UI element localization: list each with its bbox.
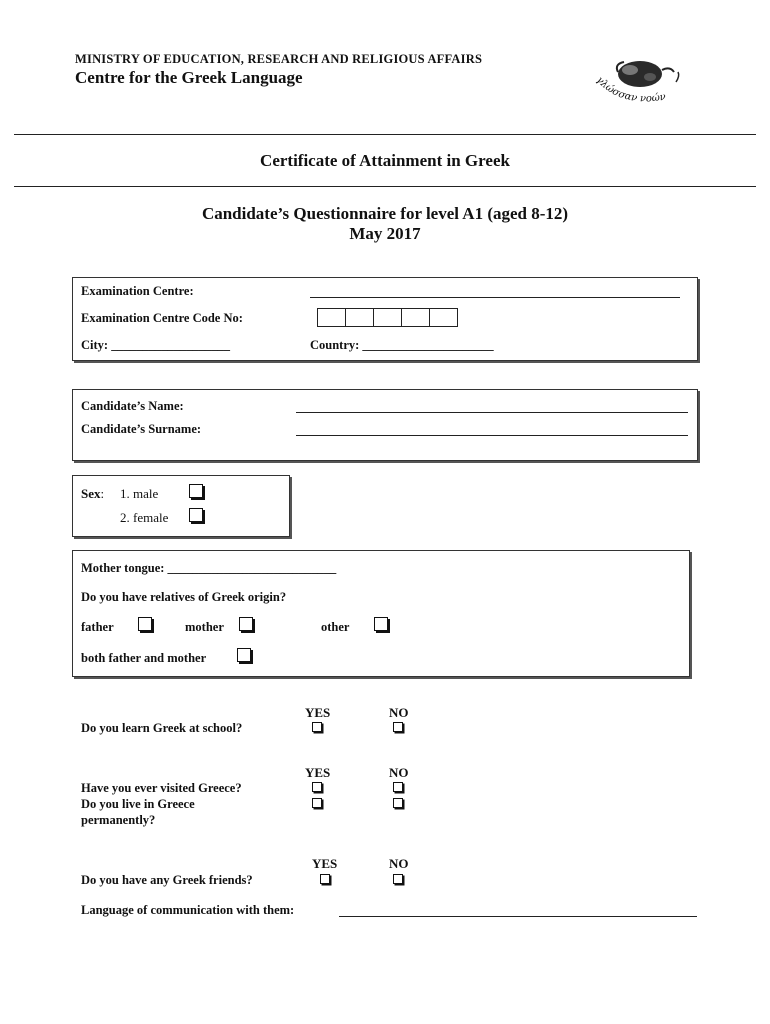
title-rule xyxy=(14,186,756,187)
sex-male-label: 1. male xyxy=(120,486,159,501)
code-cell-4[interactable] xyxy=(401,308,430,327)
sex-female-label: 2. female xyxy=(120,510,169,525)
live-yes-checkbox[interactable] xyxy=(312,798,322,808)
visited-question: Have you ever visited Greece? xyxy=(81,781,242,795)
top-rule xyxy=(14,134,756,135)
relative-both-checkbox[interactable] xyxy=(237,648,251,662)
city-field[interactable]: City: ___________________ xyxy=(81,338,230,352)
language-field[interactable] xyxy=(339,916,697,917)
code-cell-5[interactable] xyxy=(429,308,458,327)
exam-centre-label: Examination Centre: xyxy=(81,284,194,298)
relative-other-checkbox[interactable] xyxy=(374,617,388,631)
sex-female-checkbox[interactable] xyxy=(189,508,203,522)
sex-box xyxy=(72,475,290,537)
code-cell-3[interactable] xyxy=(373,308,402,327)
questionnaire-line2: May 2017 xyxy=(349,224,421,243)
candidate-name-label: Candidate’s Name: xyxy=(81,399,184,413)
candidate-surname-field[interactable] xyxy=(296,435,688,436)
questionnaire-line1: Candidate’s Questionnaire for level A1 (aged 8-12) xyxy=(201,204,569,223)
live-no-checkbox[interactable] xyxy=(393,798,403,808)
questionnaire-title xyxy=(0,204,770,244)
friends-no-header: NO xyxy=(389,856,409,871)
friends-no-checkbox[interactable] xyxy=(393,874,403,884)
school-yes-header: YES xyxy=(305,705,331,720)
school-no-header: NO xyxy=(389,705,409,720)
candidate-surname-label: Candidate’s Surname: xyxy=(81,422,202,436)
visited-no-checkbox[interactable] xyxy=(393,782,403,792)
school-no-checkbox[interactable] xyxy=(393,722,403,732)
certificate-title: Certificate of Attainment in Greek xyxy=(260,151,510,170)
friends-question: Do you have any Greek friends? xyxy=(81,873,253,887)
language-question: Language of communication with them: xyxy=(81,903,295,917)
exam-centre-code-label: Examination Centre Code No: xyxy=(81,311,243,325)
visited-no-header: NO xyxy=(389,765,409,780)
visited-yes-header: YES xyxy=(305,765,331,780)
code-cell-1[interactable] xyxy=(317,308,346,327)
relative-father-checkbox[interactable] xyxy=(138,617,152,631)
relative-father-label: father xyxy=(81,620,114,634)
relative-other-label: other xyxy=(321,620,350,634)
logo-motto: γλώσσαν νοών xyxy=(593,74,667,105)
country-field[interactable]: Country: _____________________ xyxy=(310,338,494,352)
friends-yes-checkbox[interactable] xyxy=(320,874,330,884)
school-question: Do you learn Greek at school? xyxy=(81,721,243,735)
friends-yes-header: YES xyxy=(312,856,338,871)
exam-centre-field[interactable] xyxy=(310,297,680,298)
live-question-line2: permanently? xyxy=(81,813,156,827)
school-yes-checkbox[interactable] xyxy=(312,722,322,732)
ministry-name: MINISTRY OF EDUCATION, RESEARCH AND RELIGIOUS AFFAIRS xyxy=(75,52,483,66)
centre-name: Centre for the Greek Language xyxy=(75,68,303,87)
relative-mother-checkbox[interactable] xyxy=(239,617,253,631)
code-cell-2[interactable] xyxy=(345,308,374,327)
sex-label: Sex: xyxy=(81,486,105,501)
sex-male-checkbox[interactable] xyxy=(189,484,203,498)
candidate-name-field[interactable] xyxy=(296,412,688,413)
visited-yes-checkbox[interactable] xyxy=(312,782,322,792)
relative-both-label: both father and mother xyxy=(81,651,207,665)
centre-logo xyxy=(588,50,703,120)
live-question-line1: Do you live in Greece xyxy=(81,797,195,811)
relatives-question: Do you have relatives of Greek origin? xyxy=(81,590,287,604)
relative-mother-label: mother xyxy=(185,620,224,634)
mother-tongue-field[interactable]: Mother tongue: ___________________________ xyxy=(81,561,337,575)
